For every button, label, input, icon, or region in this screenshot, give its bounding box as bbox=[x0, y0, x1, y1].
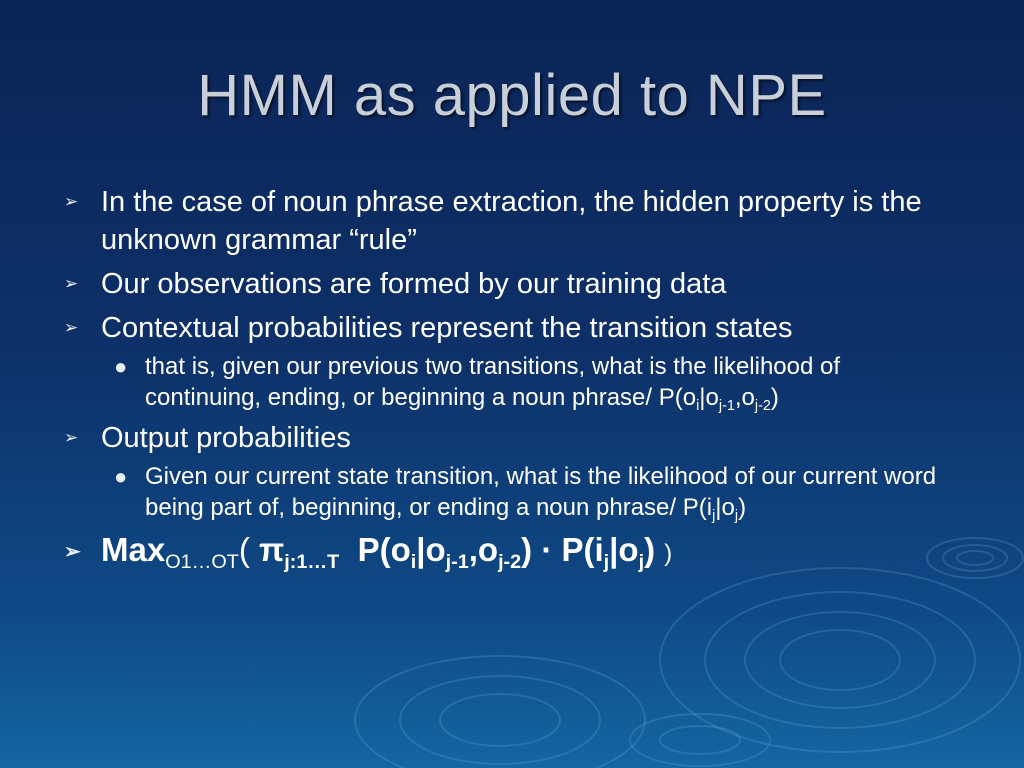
max-formula: Max$_{O1\dots OT}$( $\pi_{j:1\dots T}$ $P(o_i|o_{j-1},o_{j-2}) \cdot P(i_j|o_j)$ ) bbox=[101, 531, 673, 573]
slide-title: HMM as applied to NPE bbox=[197, 63, 827, 128]
bullet-text: In the case of noun phrase extraction, the hidden property is the unknown grammar “rule” bbox=[101, 186, 922, 256]
arrow-bullet-icon: ➢ bbox=[64, 192, 79, 211]
bullet-max-formula bbox=[60, 531, 960, 573]
sub-bullet-output-likelihood bbox=[60, 461, 960, 523]
sub-bullet-transition-likelihood bbox=[60, 351, 960, 413]
dot-bullet-icon: ● bbox=[114, 354, 128, 379]
sub-bullet-text: that is, given our previous two transitions, what is the likelihood of continuing, ending, or beginning a noun phrase/ $P(o_i|o_{j-1},o_{j-2})$ bbox=[145, 353, 841, 415]
dot-bullet-icon: ● bbox=[114, 464, 128, 489]
arrow-bullet-icon: ➢ bbox=[64, 428, 79, 447]
bullet-output-probabilities bbox=[60, 419, 960, 457]
sub-bullet-text: Given our current state transition, what is the likelihood of our current word being part of, beginning, or ending a noun phrase/ $P(i_j|o_j)$ bbox=[145, 463, 937, 525]
bullet-hidden-property bbox=[60, 183, 960, 259]
bullet-text: Our observations are formed by our training data bbox=[101, 268, 727, 300]
slide-body bbox=[60, 183, 960, 579]
bullet-text: Output probabilities bbox=[101, 422, 351, 454]
arrow-bullet-icon: ➢ bbox=[64, 318, 79, 337]
arrow-bullet-icon: ➢ bbox=[64, 274, 79, 293]
arrow-bullet-icon: ➢ bbox=[64, 541, 81, 563]
bullet-contextual-probabilities bbox=[60, 309, 960, 347]
bullet-observations bbox=[60, 265, 960, 303]
bullet-text: Contextual probabilities represent the transition states bbox=[101, 312, 793, 344]
